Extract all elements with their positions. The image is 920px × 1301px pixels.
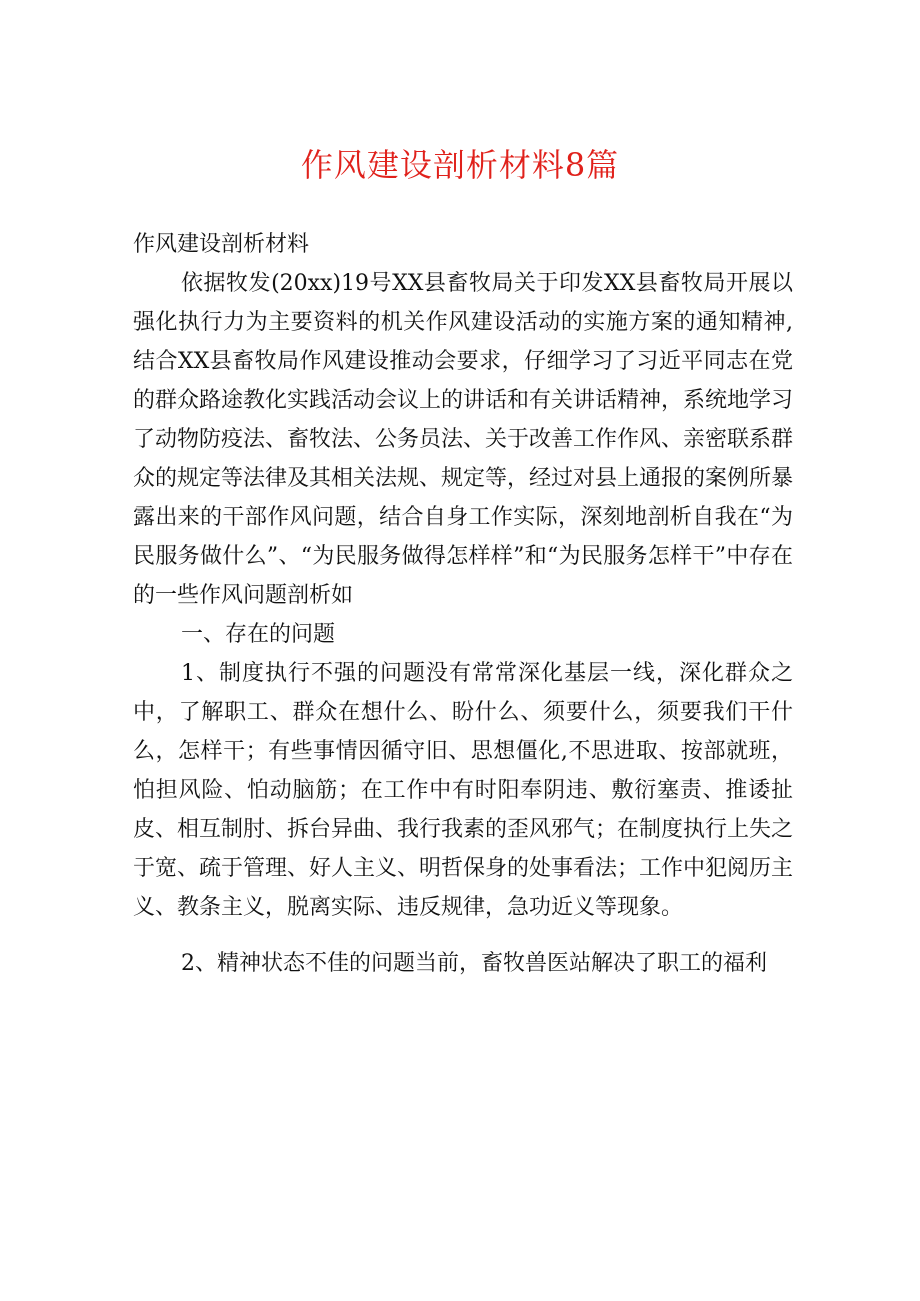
document-subtitle: 作风建设剖析材料 [133,232,310,257]
paragraph-item-1: 1、制度执行不强的问题没有常常深化基层一线，深化群众之中，了解职工、群众在想什么、盼什么、须要什么，须要我们干什么，怎样干；有些事情因循守旧、思想僵化,不思进取、按部就班，怕担风险、怕动脑筋；在工作中有时阳奉阴违、敷衍塞责、推诿扯皮、相互制肘、拆台异曲、我行我素的歪风邪气；在制度执行上失之于宽、疏于管理、好人主义、明哲保身的处事看法；工作中犯阅历主义、教条主义，脱离实际、违反规律，急功近义等现象。 [133,661,794,920]
document-body [133,225,793,983]
paragraph-item-2: 2、精神状态不佳的问题当前，畜牧兽医站解决了职工的福利 [181,951,767,976]
document-title: 作风建设剖析材料8篇 [300,146,620,184]
paragraph-intro: 依据牧发(20xx)19号XX县畜牧局关于印发XX县畜牧局开展以强化执行力为主要资料的机关作风建设活动的实施方案的通知精神,结合XX县畜牧局作风建设推动会要求，仔细学习了习近平同志在党的群众路途教化实践活动会议上的讲话和有关讲话精神，系统地学习了动物防疫法、畜牧法、公务员法、关于改善工作作风、亲密联系群众的规定等法律及其相关法规、规定等，经过对县上通报的案例所暴露出来的干部作风问题，结合自身工作实际，深刻地剖析自我在“为民服务做什么”、“为民服务做得怎样样”和“为民服务怎样干”中存在的一些作风问题剖析如 [133,271,794,608]
section-heading: 一、存在的问题 [181,622,336,647]
